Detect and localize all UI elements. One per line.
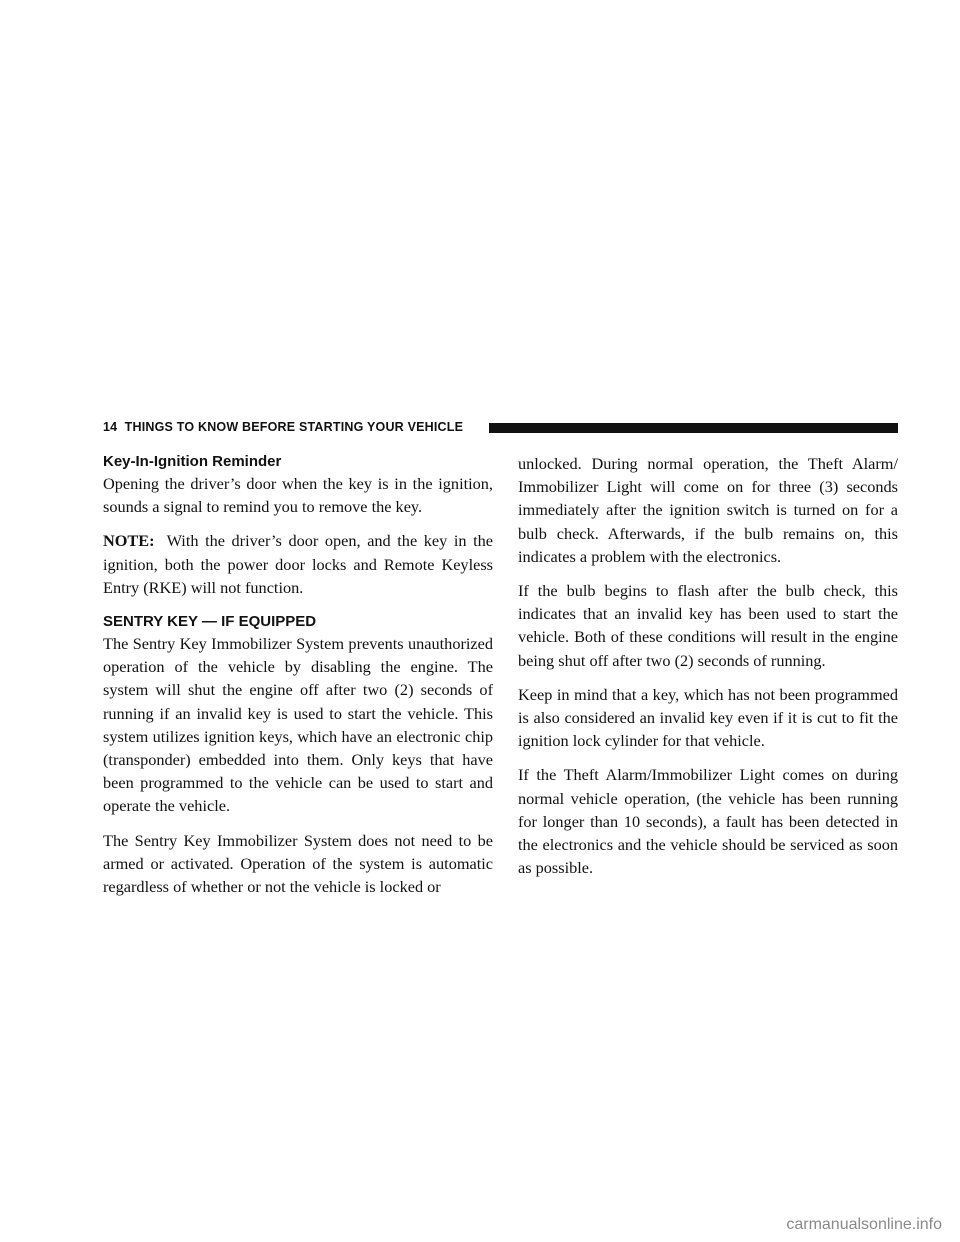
note-text: With the driver’s door open, and the key in the ignition, both the power door locks and Remote Keyless Entry (RKE) will not function. (103, 531, 493, 597)
note-label: NOTE: (103, 531, 155, 551)
paragraph: Opening the driver’s door when the key is in the ignition, sounds a signal to remind you to remove the key. (103, 474, 493, 517)
running-header (103, 420, 463, 434)
watermark: carmanualsonline.info (786, 1216, 942, 1233)
note-paragraph (103, 529, 493, 599)
paragraph: Keep in mind that a key, which has not been programmed is also considered an invalid key even if it is cut to fit the ignition lock cylinder for that vehicle. (518, 684, 898, 751)
page-header (103, 418, 898, 438)
heading-sentry-key: SENTRY KEY — IF EQUIPPED (103, 613, 317, 631)
paragraph: The Sentry Key Immobilizer System does not need to be armed or activated. Operation of the system is automatic regardless of whether or not the vehicle is locked or (103, 830, 493, 897)
paragraph: If the Theft Alarm/Immobilizer Light comes on during normal vehicle operation, (the vehicle has been running for longer than 10 seconds), a fault has been detected in the electronics and the vehicle should be serviced as soon as possible. (518, 765, 898, 878)
paragraph: The Sentry Key Immobilizer System prevents unauthorized operation of the vehicle by disabling the engine. The system will shut the engine off after two (2) seconds of running if an invalid key is used to start the vehicle. This system utilizes ignition keys, which have an electronic chip (transponder) embedded into them. Only keys that have been programmed to the vehicle can be used to start and operate the vehicle. (103, 634, 493, 816)
paragraph: If the bulb begins to flash after the bulb check, this indicates that an invalid key has been used to start the vehicle. Both of these conditions will result in the engine being shut off after two (2) seconds of running. (518, 581, 898, 670)
header-rule (489, 423, 898, 433)
right-column (518, 452, 898, 890)
paragraph: unlocked. During normal operation, the Theft Alarm/ Immobilizer Light will come on for three (3) seconds immediately after the ignition switch is turned on for a bulb check. Afterwards, if the bulb remains on, this indicates a problem with the electronics. (518, 454, 898, 566)
section-title: THINGS TO KNOW BEFORE STARTING YOUR VEHICLE (124, 420, 464, 434)
page-number: 14 (103, 420, 118, 434)
left-column (103, 452, 493, 909)
heading-key-in-ignition: Key-In-Ignition Reminder (103, 453, 282, 470)
